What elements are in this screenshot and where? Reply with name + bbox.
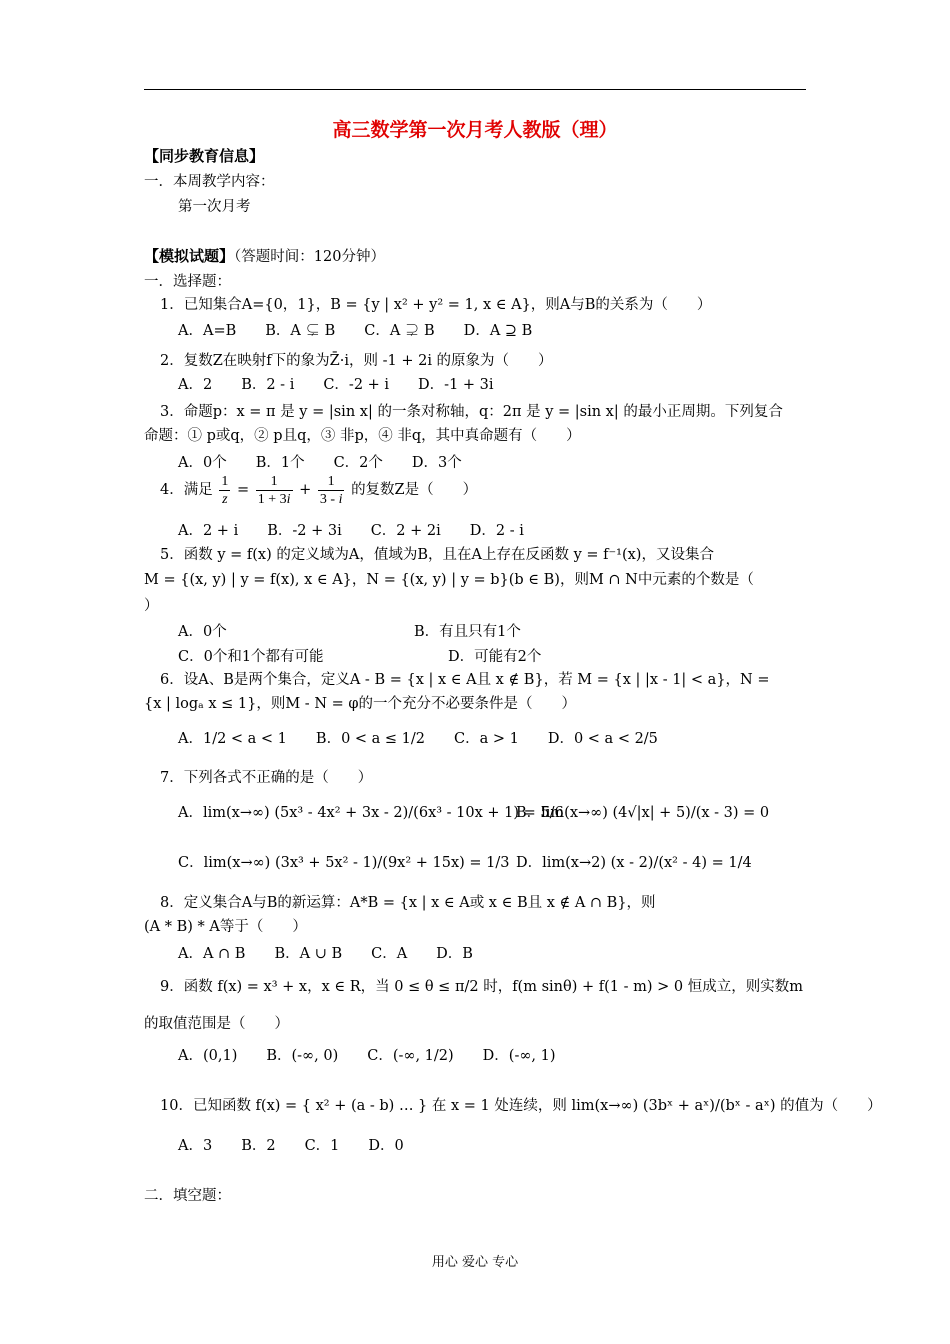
question-6-line2: {x | logₐ x ≤ 1}，则M - N = φ的一个充分不必要条件是（ ） (144, 696, 577, 712)
question-5-option-a: A．0个 (178, 624, 227, 640)
question-5-line1: 5．函数 y = f(x) 的定义域为A，值域为B，且在A上存在反函数 y = f⁻¹(x)，又设集合 (160, 547, 714, 563)
section-header-test (144, 246, 385, 267)
question-6-line1: 6．设A、B是两个集合，定义A - B = {x | x ∈ A且 x ∉ B}，若 M = {x | |x - 1| < a}，N = (160, 672, 770, 688)
question-4-suffix: 的复数Z是（ ） (351, 482, 478, 498)
question-9-line2: 的取值范围是（ ） (144, 1016, 289, 1032)
fraction-1-over-z: $\frac{1}{z}$ (221, 473, 229, 507)
question-2: 2．复数Z在映射f下的象为Z̄·i，则 -1 + 2i 的原象为（ ） (160, 353, 553, 369)
question-2-options: A．2 B．2 - i C．-2 + i D．-1 + 3i (178, 377, 494, 393)
question-9-options: A．(0,1) B．(-∞, 0) C．(-∞, 1/2) D．(-∞, 1) (178, 1048, 556, 1064)
part-two-heading: 二．填空题： (144, 1188, 231, 1204)
question-3-options: A．0个 B．1个 C．2个 D．3个 (178, 455, 462, 471)
question-5-option-b: B．有且只有1个 (414, 624, 521, 640)
question-5-option-c: C．0个和1个都有可能 (178, 649, 324, 665)
teaching-content: 第一次月考 (178, 199, 251, 215)
question-3-line2: 命题：① p或q，② p且q，③ 非p，④ 非q，其中真命题有（ ） (144, 428, 581, 444)
section-header-info: 【同步教育信息】 (144, 147, 265, 165)
question-7-option-a: A．lim(x→∞) (5x³ - 4x² + 3x - 2)/(6x³ - 10x + 1) = 5/6 (178, 805, 564, 821)
question-9-line1: 9．函数 f(x) = x³ + x，x ∈ R，当 0 ≤ θ ≤ π/2 时，f(m sinθ) + f(1 - m) > 0 恒成立，则实数m (160, 979, 803, 995)
teaching-content-label: 一．本周教学内容： (144, 174, 275, 190)
question-8-options: A．A ∩ B B．A ∪ B C．A D．B (178, 946, 473, 962)
question-1: 1．已知集合A={0，1}，B = {y | x² + y² = 1, x ∈ A}，则A与B的关系为（ ） (160, 297, 712, 313)
part-one-heading: 一．选择题： (144, 274, 231, 290)
question-6-options: A．1/2 < a < 1 B．0 < a ≤ 1/2 C．a > 1 D．0 < a < 2/5 (178, 731, 658, 747)
header-rule (144, 89, 806, 90)
question-7-option-b: B．lim(x→∞) (4√|x| + 5)/(x - 3) = 0 (516, 805, 770, 821)
question-7-option-d: D．lim(x→2) (x - 2)/(x² - 4) = 1/4 (516, 855, 752, 871)
question-7: 7．下列各式不正确的是（ ） (160, 770, 373, 786)
question-5-line3: ） (144, 598, 159, 614)
question-4-options: A．2 + i B．-2 + 3i C．2 + 2i D．2 - i (178, 523, 524, 539)
question-1-options: A．A=B B．A ⊊ B C．A ⊋ B D．A ⊇ B (178, 323, 533, 339)
fraction-1-over-3-minus-i: $\frac{1}{3 - i}$ (319, 473, 343, 507)
question-4-prefix: 4．满足 (160, 482, 213, 498)
fraction-1-over-1-plus-3i: $\frac{1}{1 + 3i}$ (257, 473, 291, 507)
page-footer: 用心 爱心 专心 (431, 1255, 519, 1270)
question-7-option-c: C．lim(x→∞) (3x³ + 5x² - 1)/(9x² + 15x) = 1/3 (178, 855, 510, 871)
question-10: 10．已知函数 f(x) = { x² + (a - b) … } 在 x = 1 处连续，则 lim(x→∞) (3bˣ + aˣ)/(bˣ - aˣ) 的值为（ ） (160, 1098, 882, 1114)
question-10-options: A．3 B．2 C．1 D．0 (178, 1138, 404, 1154)
question-4: 4．满足 $\frac{1}{z}$ = $\frac{1}{1 + 3i}$ + $\frac{1}{3 - i}$ 的复数Z是（ ） (160, 473, 478, 507)
question-5-line2: M = {(x, y) | y = f(x), x ∈ A}，N = {(x, y) | y = b}(b ∈ B)，则M ∩ N中元素的个数是（ (144, 572, 754, 588)
test-header: 【模拟试题】 (144, 247, 235, 265)
question-8-line2: (A * B) * A等于（ ） (144, 919, 307, 935)
time-note: （答题时间：120分钟） (234, 249, 385, 265)
question-3-line1: 3．命题p：x = π 是 y = |sin x| 的一条对称轴，q：2π 是 y = |sin x| 的最小正周期。下列复合 (160, 404, 783, 420)
question-5-option-d: D．可能有2个 (448, 649, 542, 665)
question-8-line1: 8．定义集合A与B的新运算：A*B = {x | x ∈ A或 x ∈ B且 x ∉ A ∩ B}，则 (160, 895, 656, 911)
page-title: 高三数学第一次月考人教版（理） (332, 119, 618, 141)
